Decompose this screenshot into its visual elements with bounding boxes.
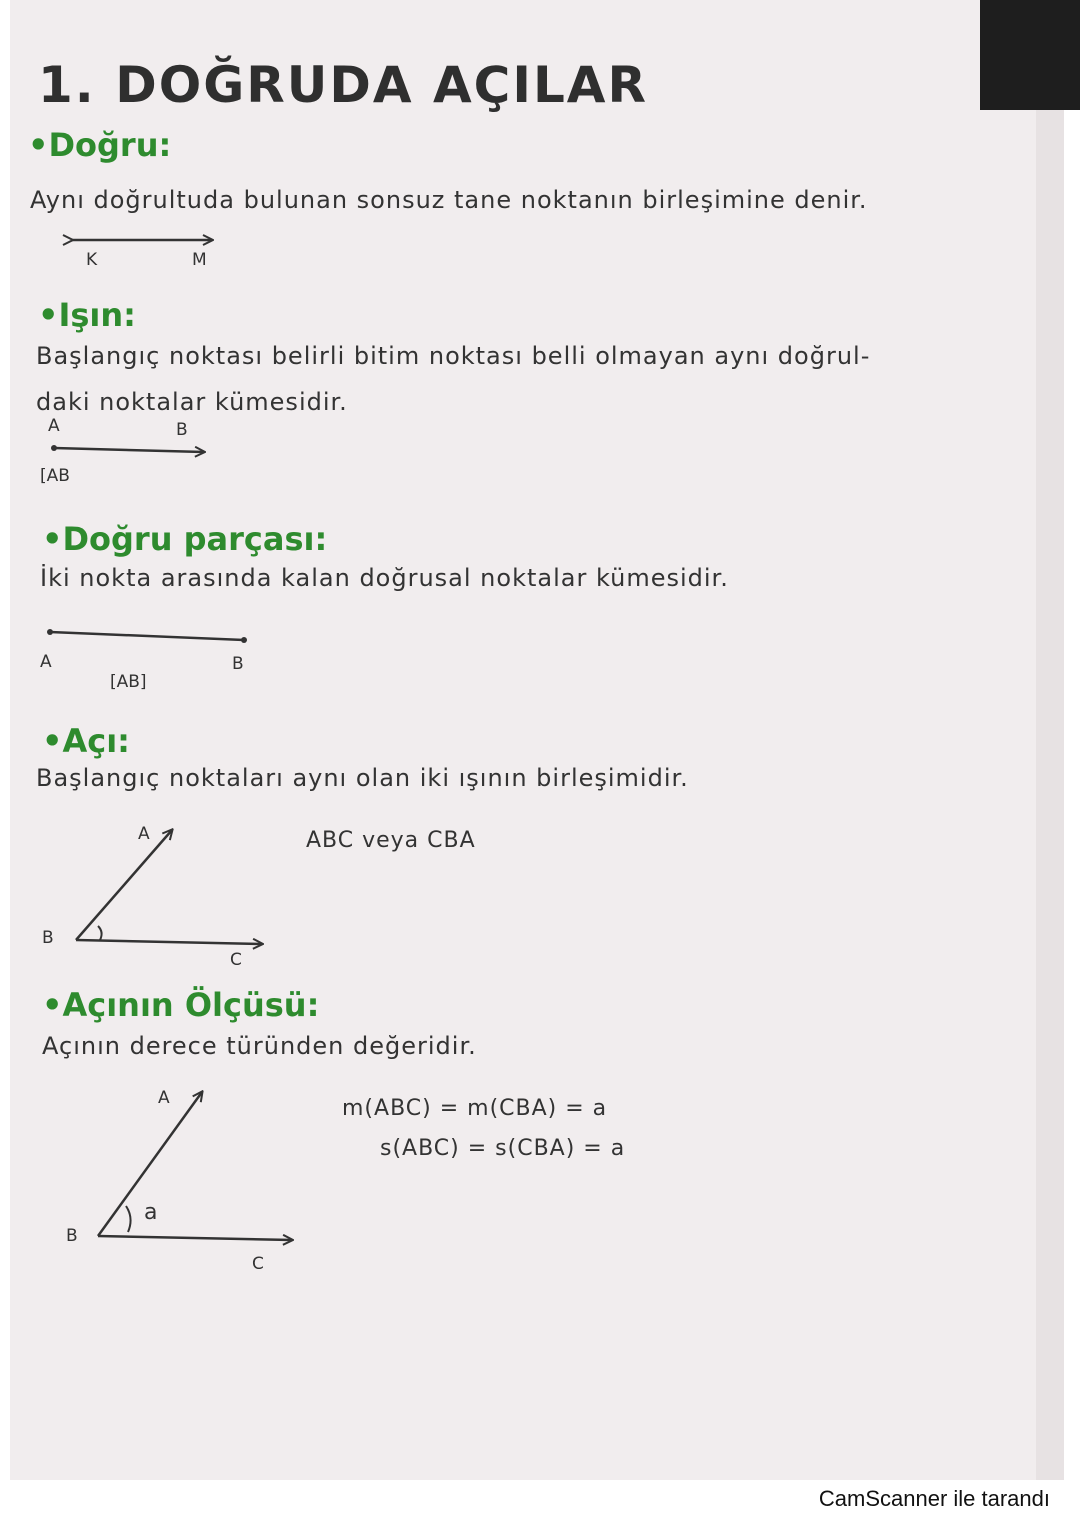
label-b: B — [66, 1226, 78, 1246]
text-isin-1: Başlangıç noktası belirli bitim noktası belli olmayan aynı doğrul- — [36, 342, 871, 370]
segment-diagram — [50, 632, 244, 640]
text-dogru: Aynı doğrultuda bulunan sonsuz tane noktanın birleşimine denir. — [30, 186, 868, 214]
heading-dogru: •Doğru: — [28, 126, 172, 164]
page-title: 1. DOĞRUDA AÇILAR — [38, 56, 649, 114]
text-dogru-parcasi: İki nokta arasında kalan doğrusal noktalar kümesidir. — [40, 564, 729, 592]
text-aci: Başlangıç noktaları aynı olan iki ışının birleşimidir. — [36, 764, 689, 792]
label-angle-a: a — [144, 1200, 158, 1225]
label-b: B — [176, 420, 188, 440]
heading-isin: •Işın: — [38, 296, 136, 334]
label-a: A — [158, 1088, 170, 1108]
text-acinin-olcusu: Açının derece türünden değeridir. — [42, 1032, 477, 1060]
text-isin-2: daki noktalar kümesidir. — [36, 388, 348, 416]
heading-aci: •Açı: — [42, 722, 130, 760]
label-m: M — [192, 250, 207, 270]
label-k: K — [86, 250, 98, 270]
label-a: A — [138, 824, 150, 844]
label-c: C — [252, 1254, 264, 1274]
label-b: B — [232, 654, 244, 674]
label-b: B — [42, 928, 54, 948]
angle-notation: ABC veya CBA — [306, 828, 476, 853]
label-a: A — [40, 652, 52, 672]
formula-s: s(ABC) = s(CBA) = a — [380, 1136, 626, 1161]
measure-ray-ba — [98, 1092, 202, 1236]
ray-diagram — [54, 448, 204, 452]
label-segment-notation: [AB] — [110, 672, 147, 692]
angle-arc — [98, 926, 102, 940]
scanner-watermark: CamScanner ile tarandı — [818, 1486, 1050, 1511]
formula-m: m(ABC) = m(CBA) = a — [342, 1096, 608, 1121]
angle-ray-bc — [76, 940, 262, 944]
measure-ray-bc — [98, 1236, 292, 1240]
label-ray-notation: [AB — [40, 466, 70, 486]
label-a: A — [48, 416, 60, 436]
heading-acinin-olcusu: •Açının Ölçüsü: — [42, 986, 320, 1024]
label-c: C — [230, 950, 242, 970]
angle-ray-ba — [76, 830, 172, 940]
heading-dogru-parcasi: •Doğru parçası: — [42, 520, 328, 558]
measure-angle-arc — [126, 1206, 131, 1232]
